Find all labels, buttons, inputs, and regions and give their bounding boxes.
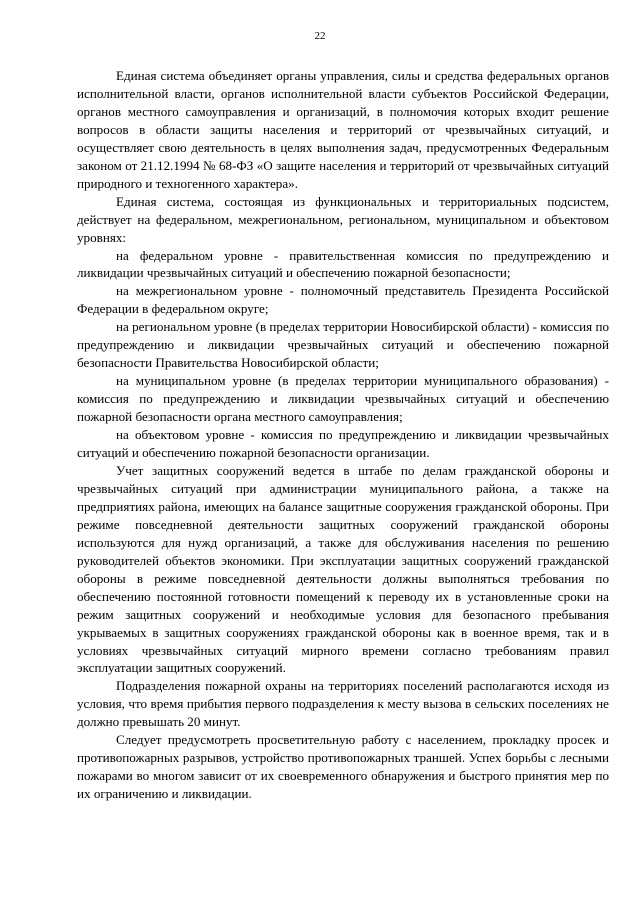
- paragraph-unified-system: Единая система объединяет органы управления, силы и средства федеральных органов исполнительной власти, органов исполнительной власти субъектов Российской Федерации, органов местного самоуправления и организаций, в полномочия которых входит решение вопросов в области защиты населения и территорий от чрезвычайных ситуаций, и осуществляет свою деятельность в целях выполнения задач, предусмотренных Федеральным законом от 21.12.1994 № 68-ФЗ «О защите населения и территорий от чрезвычайных ситуаций природного и техногенного характера».: [77, 68, 609, 191]
- paragraph-protective-structures: Учет защитных сооружений ведется в штабе по делам гражданской обороны и чрезвычайных ситуаций при администрации муниципального района, а также на предприятиях района, имеющих на балансе защитные сооружения гражданской обороны. При режиме повседневной деятельности защитных сооружений гражданской обороны используются для нужд организаций, а также для обслуживания населения по решению руководителей объектов экономики. При эксплуатации защитных сооружений гражданской обороны в режиме повседневной деятельности должны выполняться требования по обеспечению постоянной готовности помещений к переводу их в установленные сроки на режим защитных сооружений и необходимые условия для безопасного пребывания укрываемых в защитных сооружениях гражданской обороны как в военное время, так и в условиях чрезвычайных ситуаций мирного времени согласно требованиям правил эксплуатации защитных сооружений.: [77, 462, 609, 676]
- paragraph-object-level: на объектовом уровне - комиссия по предупреждению и ликвидации чрезвычайных ситуаций и обеспечению пожарной безопасности организации.: [77, 427, 609, 461]
- paragraph-interregional-level: на межрегиональном уровне - полномочный представитель Президента Российской Федерации в федеральном округе;: [77, 283, 609, 317]
- paragraph-federal-level: на федеральном уровне - правительственная комиссия по предупреждению и ликвидации чрезвычайных ситуаций и обеспечению пожарной безопасности;: [77, 247, 609, 281]
- paragraph-regional-level: на региональном уровне (в пределах территории Новосибирской области) - комиссия по предупреждению и ликвидации чрезвычайных ситуаций и обеспечению пожарной безопасности Правительства Новосибирской области;: [77, 319, 609, 371]
- page-number: 22: [314, 30, 326, 42]
- body-text: [77, 67, 609, 803]
- paragraph-municipal-level: на муниципальном уровне (в пределах территории муниципального образования) - комиссия по предупреждению и ликвидации чрезвычайных ситуаций и обеспечению пожарной безопасности органа местного самоуправления;: [77, 373, 609, 425]
- paragraph-forest-fires: Следует предусмотреть просветительную работу с населением, прокладку просек и противопожарных разрывов, устройство противопожарных траншей. Успех борьбы с лесными пожарами во многом зависит от их своевременного обнаружения и быстрого принятия мер по их ограничению и ликвидации.: [77, 732, 609, 802]
- paragraph-subsystems: Единая система, состоящая из функциональных и территориальных подсистем, действует на федеральном, межрегиональном, региональном, муниципальном и объектовом уровнях:: [77, 193, 609, 245]
- paragraph-fire-protection: Подразделения пожарной охраны на территориях поселений располагаются исходя из условия, что время прибытия первого подразделения к месту вызова в сельских поселениях не должно превышать 20 минут.: [77, 678, 609, 730]
